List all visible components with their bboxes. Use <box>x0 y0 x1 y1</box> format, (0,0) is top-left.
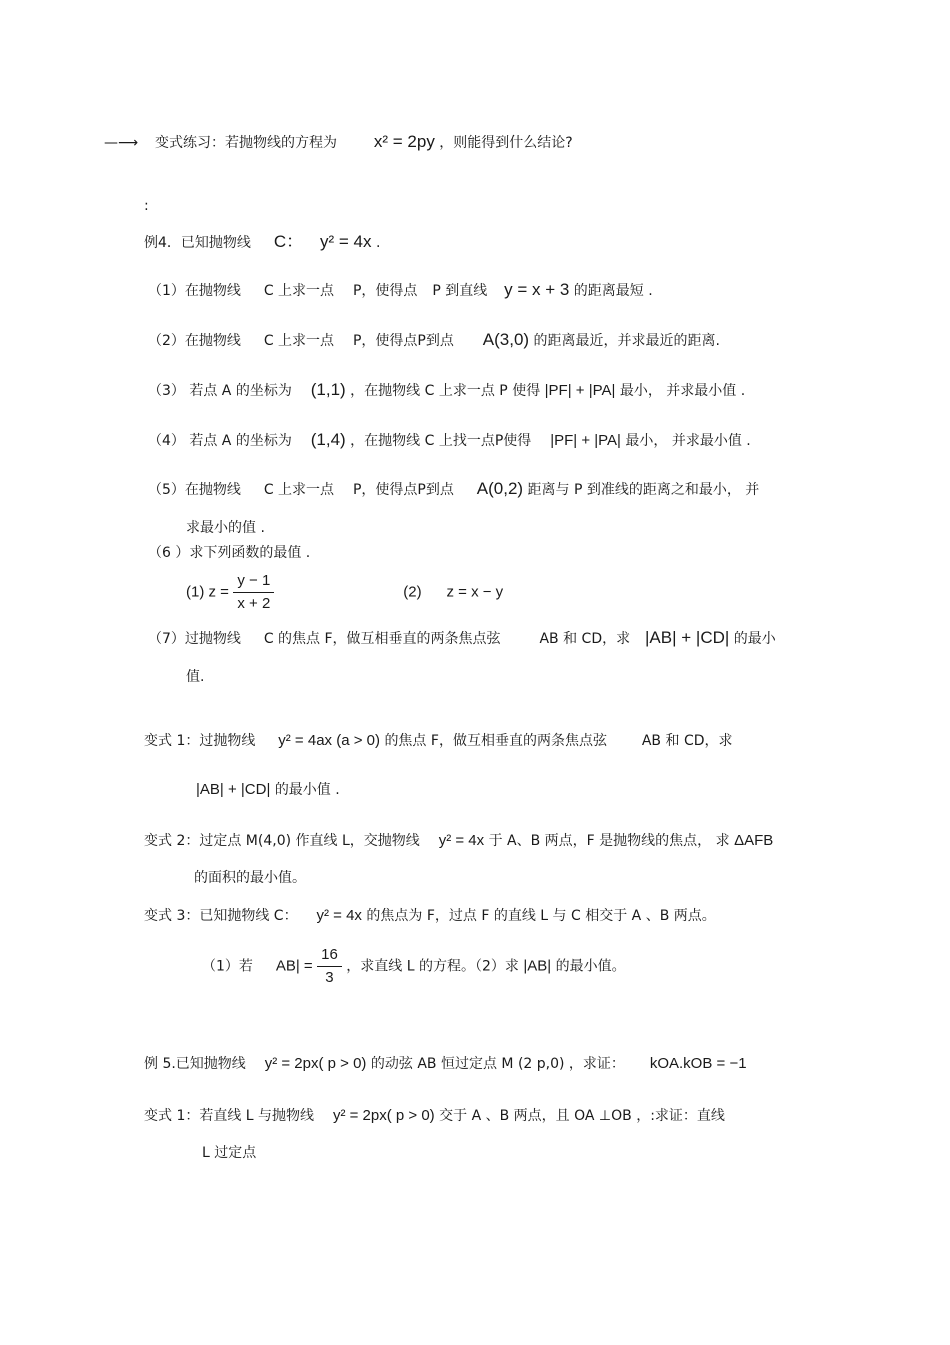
q4-formula: (1,4) <box>310 430 346 449</box>
example-5-variant-formula: y² = 2px( p > 0) <box>332 1107 435 1124</box>
question-2 <box>148 330 720 351</box>
q1-part-b: C 上求一点 <box>263 283 335 299</box>
variant-2-part-b: 于 A、B 两点，F 是抛物线的焦点， 求 <box>488 833 730 849</box>
example-4-end: . <box>375 235 381 251</box>
question-4 <box>148 430 751 451</box>
q6-item-1-label: (1) z = <box>186 583 229 601</box>
q6-item-1-fraction <box>233 570 274 615</box>
q3-part-a: （3） 若点 A 的坐标为 <box>148 383 292 399</box>
q2-part-a: （2）在抛物线 <box>148 333 241 349</box>
question-5 <box>148 479 759 500</box>
variant-3-sub-a: （1）若 <box>202 958 253 975</box>
variant-3-part-b: 的焦点为 F，过点 F 的直线 L 与 C 相交于 A 、B 两点。 <box>366 908 716 924</box>
q7-part-b: C 的焦点 F，做互相垂直的两条焦点弦 <box>263 631 501 647</box>
variant-3-subquestions <box>202 944 626 989</box>
variant-1-cont-text: 的最小值 . <box>274 782 340 798</box>
q3-formula-2: |PF| + |PA| <box>544 382 616 399</box>
question-7 <box>148 628 776 649</box>
q7-part-e: 的最小 <box>733 631 776 647</box>
q4-part-a: （4） 若点 A 的坐标为 <box>148 433 292 449</box>
q1-part-e: 的距离最短 . <box>573 283 653 299</box>
q3-part-b: ，在抛物线 C 上求一点 P 使得 <box>350 383 541 399</box>
q6-fraction-denominator: x + 2 <box>237 595 271 612</box>
variant-3-sub-b: ，求直线 L 的方程。（2）求 <box>346 958 519 975</box>
example-5 <box>144 1054 747 1074</box>
example-4-curve: C： <box>273 232 304 251</box>
example-4-equation: y² = 4x <box>320 232 372 251</box>
q2-formula: A(3,0) <box>482 330 530 349</box>
question-7-continued: 值. <box>186 669 205 685</box>
q5-part-a: （5）在抛物线 <box>148 482 241 498</box>
q5-part-e: 距离与 P 到准线的距离之和最小， 并 <box>527 482 760 498</box>
variant-2-formula: y² = 4x <box>438 832 485 849</box>
q5-part-b: C 上求一点 <box>263 482 335 498</box>
q1-part-d: P 到直线 <box>432 283 488 299</box>
q2-part-c: P，使得点P到点 <box>352 333 454 349</box>
q7-part-c: AB 和 CD，求 <box>539 631 631 647</box>
variant-3-formula: y² = 4x <box>316 907 362 924</box>
q7-formula: |AB| + |CD| <box>645 628 730 647</box>
variant-1-continued <box>196 780 340 800</box>
variant-1-cont-formula: |AB| + |CD| <box>196 781 271 798</box>
q1-part-a: （1）在抛物线 <box>148 283 241 299</box>
q2-part-b: C 上求一点 <box>263 333 335 349</box>
variant-3-sub-c: 的最小值。 <box>555 958 626 975</box>
q3-formula: (1,1) <box>310 380 346 399</box>
intro-formula: x² = 2py <box>373 132 435 151</box>
example-4-label: 例4．已知抛物线 <box>144 235 251 251</box>
variant-2-continued: 的面积的最小值。 <box>194 870 306 886</box>
q7-part-a: （7）过抛物线 <box>148 631 241 647</box>
q4-formula-2: |PF| + |PA| <box>550 432 621 449</box>
q5-formula: A(0,2) <box>476 479 524 498</box>
variant-3-fraction <box>317 944 342 989</box>
q4-part-b: ，在抛物线 C 上找一点P使得 <box>350 433 532 449</box>
example-5-variant-continued: L 过定点 <box>202 1145 257 1161</box>
example-5-part-b: 的动弦 AB 恒过定点 M (2 p,0) ，求证： <box>370 1056 625 1072</box>
question-3 <box>148 380 745 401</box>
variant-3-ab-abs: |AB| <box>523 957 552 975</box>
variant-2 <box>144 831 773 851</box>
q6-fraction-numerator: y − 1 <box>233 570 274 593</box>
triangle-afb: ΔAFB <box>734 832 774 849</box>
example-5-part-a: 例 5.已知抛物线 <box>144 1056 246 1072</box>
variant-1-part-a: 变式 1：过抛物线 <box>144 733 256 749</box>
question-1 <box>148 280 653 301</box>
q5-part-c: P，使得点P到点 <box>352 482 454 498</box>
example-5-formula: y² = 2px( p > 0) <box>264 1055 367 1072</box>
question-5-continued: 求最小的值 . <box>186 520 265 536</box>
variant-1-formula: y² = 4ax (a > 0) <box>278 732 380 749</box>
variant-2-part-a: 变式 2：过定点 M(4,0) 作直线 L，交抛物线 <box>144 833 420 849</box>
variant-1-part-c: AB 和 CD，求 <box>641 733 733 749</box>
q4-part-e: 最小， 并求最小值 . <box>625 433 751 449</box>
intro-question: ，则能得到什么结论? <box>439 135 573 151</box>
variant-1 <box>144 731 733 751</box>
variant-1-part-b: 的焦点 F，做互相垂直的两条焦点弦 <box>384 733 607 749</box>
q1-part-c: P，使得点 <box>352 283 418 299</box>
q6-item-2-formula: z = x − y <box>446 583 504 601</box>
intro-text: 变式练习：若抛物线的方程为 <box>154 135 337 151</box>
q1-formula: y = x + 3 <box>504 280 570 299</box>
colon-mark: : <box>144 198 149 214</box>
q3-part-e: 最小， 并求最小值 . <box>619 383 746 399</box>
example-5-variant-1 <box>144 1106 725 1126</box>
variant-3-fraction-denominator: 3 <box>325 969 334 986</box>
question-6: （6 ）求下列函数的最值 . <box>148 545 311 561</box>
q6-item-2-label: (2) <box>403 583 422 601</box>
example-4-heading <box>144 232 380 253</box>
variant-3 <box>144 906 716 926</box>
variant-3-ab-expression: AB| = <box>275 957 313 975</box>
example-5-variant-part-a: 变式 1：若直线 L 与抛物线 <box>144 1108 315 1124</box>
arrow-icon: —⟶ <box>104 135 139 151</box>
question-6-items <box>186 570 503 615</box>
variant-3-fraction-numerator: 16 <box>317 944 342 967</box>
variant-3-part-a: 变式 3：已知抛物线 C： <box>144 908 298 924</box>
intro-line <box>104 132 573 153</box>
example-5-variant-part-b: 交于 A 、B 两点，且 OA ⊥OB ，:求证：直线 <box>439 1108 725 1124</box>
q2-part-e: 的距离最近，并求最近的距离. <box>533 333 720 349</box>
example-5-conclusion: kOA.kOB = −1 <box>649 1055 747 1072</box>
